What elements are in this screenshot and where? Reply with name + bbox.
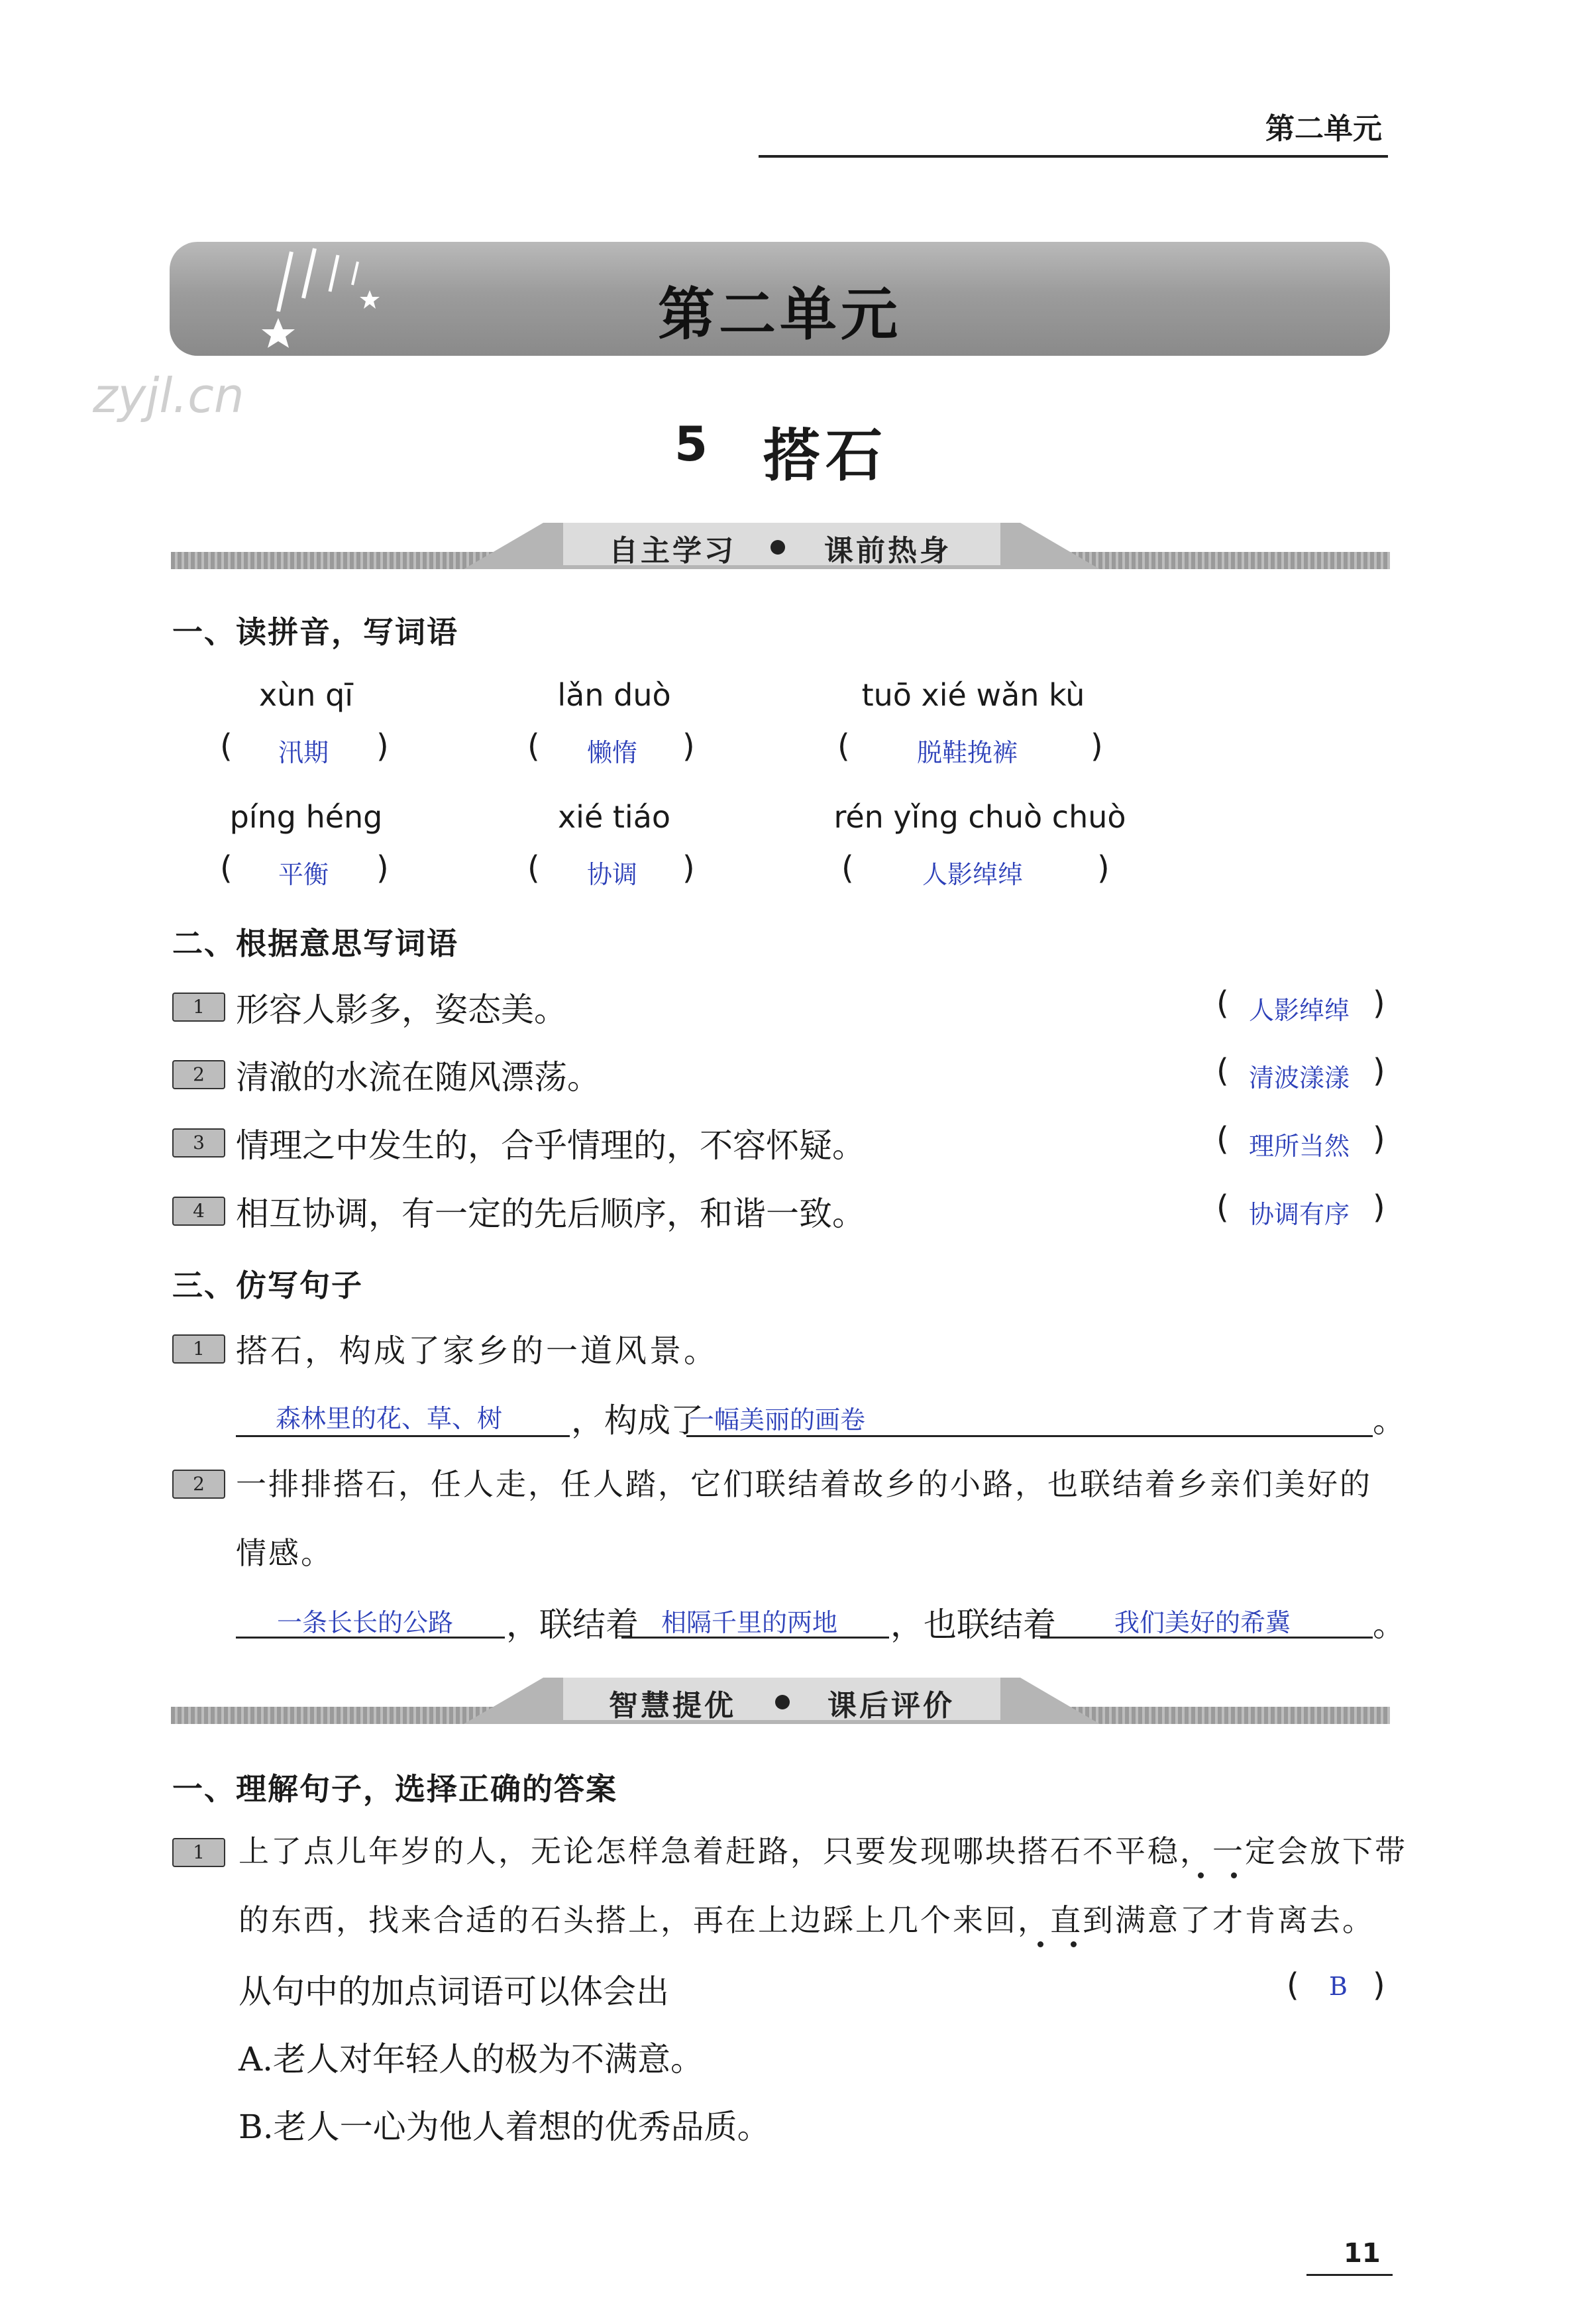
word-answer-2: 清波漾漾: [1249, 1063, 1350, 1093]
pinyin-1: xùn qī: [258, 677, 354, 713]
lesson-number: 5: [674, 416, 708, 472]
choice-answer: B: [1329, 1972, 1348, 2001]
paren-close: ): [1097, 849, 1110, 887]
pinyin-4: píng héng: [229, 799, 383, 835]
paren-close: ): [682, 727, 695, 765]
pinyin-5: xié tiáo: [557, 799, 671, 835]
pinyin-2: lǎn duò: [557, 677, 671, 713]
word-answer-3: 理所当然: [1249, 1132, 1350, 1161]
passage-line-2: 的东西，找来合适的石头搭上，再在上边踩上几个来回，直到满意了才肯离去。: [239, 1902, 1375, 1938]
watermark: zyjl.cn: [93, 368, 244, 423]
band-1-right: 课前热身: [824, 534, 951, 568]
question-number: 4: [172, 1197, 225, 1226]
imitation-1-blank-1: 森林里的花、草、树: [276, 1404, 503, 1433]
answer-5: 协调: [587, 860, 638, 889]
paren-open: (: [1216, 1052, 1229, 1089]
paren-close: ): [1373, 1120, 1385, 1158]
blank-line: [236, 1435, 570, 1437]
page-number-rule: [1306, 2274, 1393, 2276]
question-number: 2: [172, 1060, 225, 1089]
imitation-1-blank-2: 一幅美丽的画卷: [689, 1405, 866, 1434]
emphasis-dot: [1231, 1872, 1237, 1878]
band-2-right: 课后评价: [827, 1689, 955, 1723]
imitation-1-mid: ，构成了: [571, 1401, 704, 1440]
answer-1: 汛期: [278, 738, 329, 767]
example-sentence-1: 搭石，构成了家乡的一道风景。: [236, 1332, 719, 1370]
banner-title: 第二单元: [658, 282, 902, 348]
passage-line-1: 上了点儿年岁的人，无论怎样急着赶路，只要发现哪块搭石不平稳，一定会放下带: [239, 1833, 1407, 1869]
imitation-2-blank-2: 相隔千里的两地: [661, 1608, 838, 1637]
paren-close: ): [376, 849, 389, 887]
paren-open: (: [527, 727, 540, 765]
emphasis-dot: [1037, 1941, 1043, 1947]
imitation-2-blank-1: 一条长长的公路: [277, 1608, 454, 1637]
definition-4: 相互协调，有一定的先后顺序，和谐一致。: [236, 1195, 865, 1233]
definition-3: 情理之中发生的，合乎情理的，不容怀疑。: [236, 1126, 865, 1165]
imitation-2-end: 。: [1373, 1605, 1406, 1644]
question-number: 3: [172, 1128, 225, 1158]
paren-close: ): [1091, 727, 1103, 765]
header-unit-label: 第二单元: [1265, 112, 1382, 146]
band-2-separator: [775, 1695, 790, 1709]
lesson-title: 搭石: [763, 422, 888, 489]
paren-open: (: [1216, 1189, 1229, 1226]
word-answer-4: 协调有序: [1249, 1200, 1350, 1229]
part3-heading: 三、仿写句子: [172, 1267, 363, 1303]
pinyin-6: rén yǐng chuò chuò: [833, 799, 1126, 835]
paren-open: (: [1287, 1967, 1299, 2004]
paren-close: ): [1373, 1052, 1385, 1089]
part4-heading: 一、理解句子，选择正确的答案: [172, 1771, 617, 1807]
paren-open: (: [220, 849, 233, 887]
part1-heading: 一、读拼音，写词语: [172, 614, 458, 650]
answer-6: 人影绰绰: [922, 860, 1024, 889]
paren-open: (: [1216, 1120, 1229, 1158]
question-number: 1: [172, 993, 225, 1022]
pinyin-3: tuō xié wǎn kù: [861, 677, 1085, 713]
paren-open: (: [527, 849, 540, 887]
question-number: 2: [172, 1470, 225, 1499]
paren-close: ): [1373, 1189, 1385, 1226]
question-number: 1: [172, 1334, 225, 1364]
definition-2: 清澈的水流在随风漂荡。: [236, 1058, 600, 1097]
paren-close: ): [1373, 985, 1385, 1022]
example-sentence-2-line-1: 一排排搭石，任人走，任人踏，它们联结着故乡的小路，也联结着乡亲们美好的: [236, 1466, 1372, 1502]
answer-2: 懒惰: [587, 738, 638, 767]
emphasis-dot: [1198, 1872, 1204, 1878]
band-1-separator: [771, 540, 785, 555]
paren-close: ): [682, 849, 695, 887]
paren-open: (: [837, 727, 850, 765]
header-rule: [759, 155, 1388, 158]
imitation-2-mid-2: ，也联结着: [890, 1605, 1056, 1644]
choice-prompt: 从句中的加点词语可以体会出: [239, 1972, 669, 2011]
part2-heading: 二、根据意思写词语: [172, 926, 458, 961]
band-1-left: 自主学习: [609, 534, 736, 568]
paren-open: (: [1216, 985, 1229, 1022]
paren-close: ): [376, 727, 389, 765]
page-number: 11: [1344, 2238, 1381, 2269]
answer-3: 脱鞋挽裤: [917, 738, 1018, 767]
emphasis-dot: [1071, 1941, 1077, 1947]
band-2-left: 智慧提优: [609, 1689, 736, 1723]
question-number: 1: [172, 1838, 225, 1867]
paren-open: (: [841, 849, 854, 887]
imitation-2-blank-3: 我们美好的希冀: [1114, 1608, 1291, 1637]
imitation-2-mid-1: ，联结着: [506, 1605, 639, 1644]
word-answer-1: 人影绰绰: [1249, 996, 1350, 1025]
option-a: A.老人对年轻人的极为不满意。: [239, 2040, 704, 2078]
paren-open: (: [220, 727, 233, 765]
paren-close: ): [1373, 1967, 1385, 2004]
imitation-1-end: 。: [1373, 1401, 1406, 1440]
example-sentence-2-line-2: 情感。: [236, 1535, 333, 1571]
option-b: B.老人一心为他人着想的优秀品质。: [239, 2108, 771, 2146]
answer-4: 平衡: [278, 860, 329, 889]
definition-1: 形容人影多，姿态美。: [236, 991, 567, 1029]
